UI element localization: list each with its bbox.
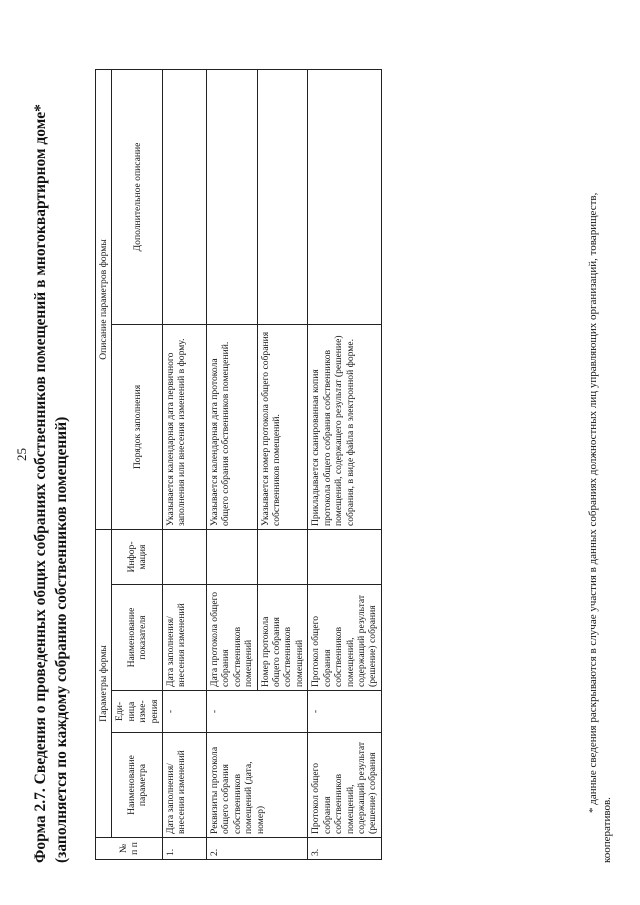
- row-indicator-name: Дата протокола общего собрания собственников помещений: [207, 585, 258, 691]
- row-extra-desc: [257, 70, 308, 325]
- form-title-line1: Форма 2.7. Сведения о проведенных общих собраниях собственников помещений в многоквартирном доме*: [32, 104, 49, 863]
- row-num: 1.: [163, 838, 207, 860]
- row-fill-order: Прикладывается сканированная копия протокола общего собрания собственников помещений, содержащего результат (решение) собрания, в виде файла в электронной форме.: [308, 325, 382, 530]
- header-fill-order: Порядок заполнения: [112, 325, 163, 530]
- row-indicator-name: Дата заполнения/внесения изменений: [163, 585, 207, 691]
- footnote: [586, 3, 614, 863]
- row-unit: -: [207, 691, 308, 733]
- footnote-line2: кооперативов.: [601, 797, 613, 863]
- header-info: Инфор-мация: [112, 530, 163, 585]
- row-extra-desc: [207, 70, 258, 325]
- form-title-line2: (заполняется по каждому собранию собственников помещений): [53, 416, 70, 863]
- row-unit: -: [163, 691, 207, 733]
- row-param-name: Протокол общего собрания собственников помещений, содержащий результат (решение) собрания: [308, 733, 382, 838]
- row-info: [257, 530, 308, 585]
- header-extra-desc: Дополнительное описание: [112, 70, 163, 325]
- row-indicator-name: Протокол общего собрания собственников помещений, содержащий результат (решение) собрания: [308, 585, 382, 691]
- row-param-name: Реквизиты протокола общего собрания собственников помещений (дата, номер): [207, 733, 308, 838]
- form-title: [30, 23, 72, 863]
- row-extra-desc: [163, 70, 207, 325]
- form-parameters-table: [95, 69, 382, 860]
- table-row: [163, 70, 207, 860]
- table-row: [308, 70, 382, 860]
- row-num: 2.: [207, 838, 308, 860]
- header-desc-group: Описание параметров формы: [96, 70, 112, 530]
- header-unit: Еди-ница изме-рения: [112, 691, 163, 733]
- header-num: № п п: [96, 838, 163, 860]
- row-info: [207, 530, 258, 585]
- row-info: [308, 530, 382, 585]
- table-row: [207, 70, 258, 860]
- page-number: 25: [14, 448, 29, 461]
- row-indicator-name: Номер протокола общего собрания собственников помещений: [257, 585, 308, 691]
- row-info: [163, 530, 207, 585]
- row-unit: -: [308, 691, 382, 733]
- header-indicator-name: Наименование показателя: [112, 585, 163, 691]
- row-fill-order: Указывается календарная дата протокола общего собрания собственников помещений.: [207, 325, 258, 530]
- row-fill-order: Указывается номер протокола общего собрания собственников помещений.: [257, 325, 308, 530]
- row-param-name: Дата заполнения/внесения изменений: [163, 733, 207, 838]
- row-num: 3.: [308, 838, 382, 860]
- row-fill-order: Указывается календарная дата первичного заполнения или внесения изменений в форму.: [163, 325, 207, 530]
- header-param-name: Наименование параметра: [112, 733, 163, 838]
- header-params-group: Параметры формы: [96, 530, 112, 838]
- footnote-line1: * данные сведения раскрываются в случае участия в данных собраниях должностных лиц управляющих организаций, товариществ,: [587, 192, 599, 813]
- row-extra-desc: [308, 70, 382, 325]
